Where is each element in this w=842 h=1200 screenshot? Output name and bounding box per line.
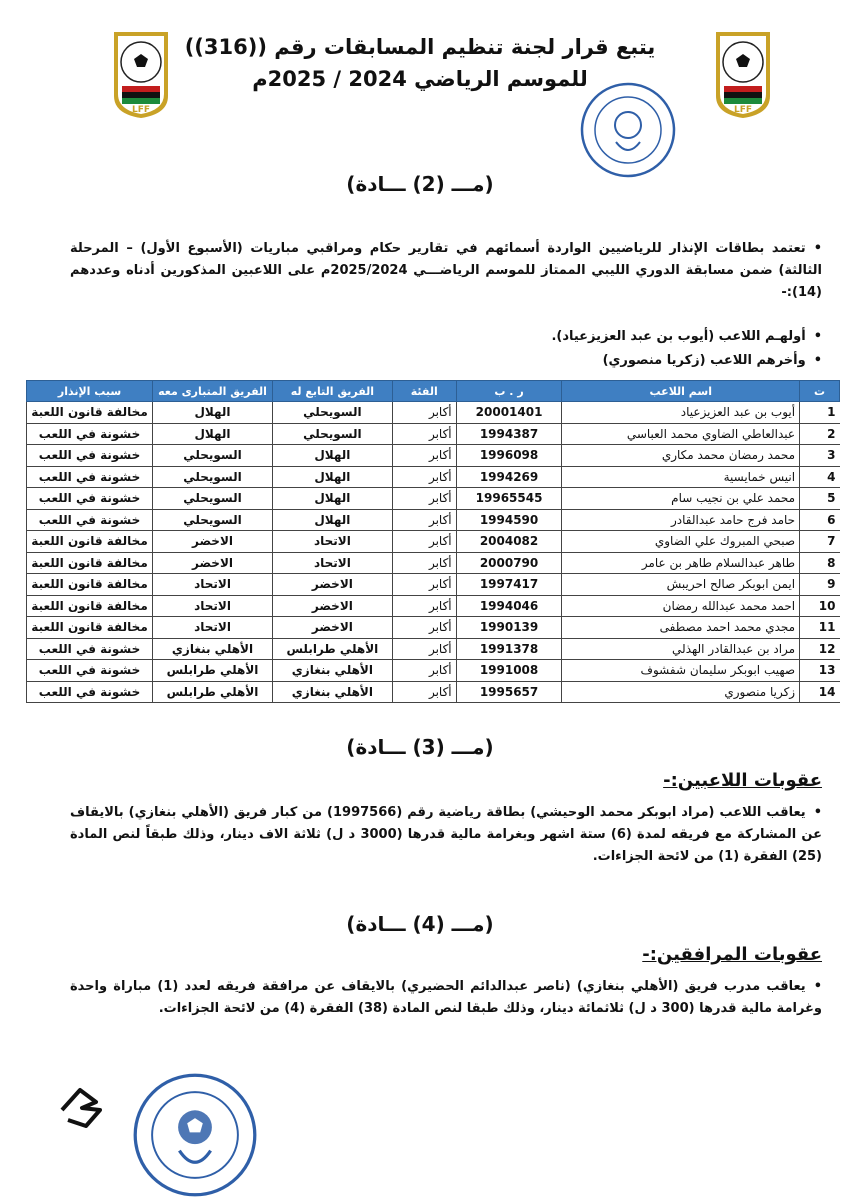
category: أكابر (392, 617, 456, 639)
player-name: محمد علي بن نجيب سام (562, 488, 800, 510)
player-name: حامد فرج حامد عبدالقادر (562, 509, 800, 531)
logo-text-left: LFF (131, 105, 151, 115)
license-number: 1994590 (456, 509, 562, 531)
caution-reason: خشونة في اللعب (27, 423, 153, 445)
row-index: 12 (800, 638, 840, 660)
opponent: الأهلي بنغازي (153, 638, 273, 660)
category: أكابر (392, 423, 456, 445)
category: أكابر (392, 595, 456, 617)
table-row (27, 617, 840, 639)
table-row (27, 488, 840, 510)
lff-logo-right (710, 28, 776, 120)
first-player-line: • أولهـم اللاعب (أيوب بن عبد العزيزعياد). (400, 326, 822, 348)
license-number: 1991378 (456, 638, 562, 660)
row-index: 6 (800, 509, 840, 531)
team: الهلال (272, 445, 392, 467)
caution-reason: مخالفة قانون اللعبة (27, 531, 153, 553)
team: الأهلي بنغازي (272, 681, 392, 703)
last-player-line: • وأخرهم اللاعب (زكريا منصوري) (400, 350, 822, 372)
document-title-line1: يتبع قرار لجنة تنظيم المسابقات رقم ((316)) (184, 35, 656, 59)
table-row (27, 681, 840, 703)
player-name: محمد رمضان محمد مكاري (562, 445, 800, 467)
table-row (27, 531, 840, 553)
team: الاخضر (272, 595, 392, 617)
table-row (27, 552, 840, 574)
row-index: 11 (800, 617, 840, 639)
opponent: السويحلي (153, 509, 273, 531)
category: أكابر (392, 488, 456, 510)
player-name: زكريا منصوري (562, 681, 800, 703)
caution-reason: مخالفة قانون اللعبة (27, 574, 153, 596)
opponent: السويحلي (153, 466, 273, 488)
document-title-line2: للموسم الرياضي 2024 / 2025م (252, 67, 588, 91)
category: أكابر (392, 681, 456, 703)
officials-penalties-heading: عقوبات المرافقين:- (642, 944, 822, 965)
caution-reason: خشونة في اللعب (27, 445, 153, 467)
cautions-table (26, 380, 840, 703)
col-header-category: الفئة (392, 381, 456, 402)
team: الأهلي بنغازي (272, 660, 392, 682)
category: أكابر (392, 402, 456, 424)
table-row (27, 638, 840, 660)
caution-reason: خشونة في اللعب (27, 488, 153, 510)
col-header-reason: سبب الإنذار (27, 381, 153, 402)
row-index: 3 (800, 445, 840, 467)
table-row (27, 445, 840, 467)
opponent: الاخضر (153, 531, 273, 553)
table-row (27, 574, 840, 596)
team: الاخضر (272, 617, 392, 639)
team: الاتحاد (272, 531, 392, 553)
article-4-heading: (مـــ (4) ـــادة) (346, 912, 494, 936)
category: أكابر (392, 531, 456, 553)
caution-reason: خشونة في اللعب (27, 638, 153, 660)
category: أكابر (392, 574, 456, 596)
player-name: احمد محمد عبدالله رمضان (562, 595, 800, 617)
opponent: الاخضر (153, 552, 273, 574)
article-2-intro: • تعتمد بطاقات الإنذار للرياضيين الواردة أسمائهم في تقارير حكام ومراقبي مباريات (الأسبوع الأول) – المرحلة الثالثة) ضمن مسابقة الدوري الليبي الممتاز للموسم الرياضـــي 2025/2024م على اللاعبين المذكورين أدناه وعددهم (14):- (70, 238, 822, 304)
opponent: الاتحاد (153, 574, 273, 596)
opponent: السويحلي (153, 488, 273, 510)
logo-text-right: LFF (733, 105, 753, 115)
license-number: 1991008 (456, 660, 562, 682)
signature-mark (56, 1080, 112, 1136)
article-2-heading: (مـــ (2) ـــادة) (346, 172, 494, 196)
license-number: 1990139 (456, 617, 562, 639)
opponent: الهلال (153, 423, 273, 445)
player-name: صبحي المبروك علي الضاوي (562, 531, 800, 553)
federation-seal-top (578, 80, 678, 180)
table-row (27, 595, 840, 617)
col-header-team: الفريق التابع له (272, 381, 392, 402)
row-index: 10 (800, 595, 840, 617)
row-index: 2 (800, 423, 840, 445)
player-name: ايمن ابوبكر صالح احريبش (562, 574, 800, 596)
team: الأهلي طرابلس (272, 638, 392, 660)
table-row (27, 509, 840, 531)
row-index: 4 (800, 466, 840, 488)
row-index: 5 (800, 488, 840, 510)
license-number: 1994046 (456, 595, 562, 617)
opponent: الأهلي طرابلس (153, 660, 273, 682)
license-number: 1994387 (456, 423, 562, 445)
opponent: الاتحاد (153, 617, 273, 639)
row-index: 1 (800, 402, 840, 424)
col-header-opponent: الفريق المتبارى معه (153, 381, 273, 402)
team: الاخضر (272, 574, 392, 596)
caution-reason: مخالفة قانون اللعبة (27, 552, 153, 574)
caution-reason: خشونة في اللعب (27, 466, 153, 488)
opponent: السويحلي (153, 445, 273, 467)
row-index: 7 (800, 531, 840, 553)
col-header-index: ت (800, 381, 840, 402)
federation-seal-bottom (130, 1070, 260, 1200)
license-number: 1995657 (456, 681, 562, 703)
category: أكابر (392, 638, 456, 660)
player-name: عبدالعاطي الضاوي محمد العباسي (562, 423, 800, 445)
player-name: انيس خمايسية (562, 466, 800, 488)
player-name: أيوب بن عبد العزيزعياد (562, 402, 800, 424)
caution-reason: خشونة في اللعب (27, 681, 153, 703)
caution-reason: مخالفة قانون اللعبة (27, 402, 153, 424)
license-number: 1997417 (456, 574, 562, 596)
license-number: 20001401 (456, 402, 562, 424)
category: أكابر (392, 552, 456, 574)
table-row (27, 423, 840, 445)
opponent: الهلال (153, 402, 273, 424)
caution-reason: مخالفة قانون اللعبة (27, 595, 153, 617)
team: السويحلي (272, 402, 392, 424)
table-header-row (27, 381, 840, 402)
license-number: 2000790 (456, 552, 562, 574)
category: أكابر (392, 660, 456, 682)
license-number: 1996098 (456, 445, 562, 467)
opponent: الاتحاد (153, 595, 273, 617)
table-row (27, 660, 840, 682)
license-number: 1994269 (456, 466, 562, 488)
row-index: 13 (800, 660, 840, 682)
category: أكابر (392, 509, 456, 531)
team: الهلال (272, 488, 392, 510)
article-4-text: • يعاقب مدرب فريق (الأهلي بنغازي) (ناصر عبدالدائم الحضيري) بالايقاف عن مرافقة فريقه لعدد (1) مباراة واحدة وغرامة مالية قدرها (300 د ل) ثلاثمائة دينار، وذلك طبقا لنص المادة (38) الفقرة (4) من لائحة الجزاءات. (70, 976, 822, 1020)
players-penalties-heading: عقوبات اللاعبين:- (663, 770, 822, 791)
player-name: مراد بن عبدالقادر الهذلي (562, 638, 800, 660)
category: أكابر (392, 445, 456, 467)
table-row (27, 402, 840, 424)
caution-reason: خشونة في اللعب (27, 660, 153, 682)
row-index: 9 (800, 574, 840, 596)
player-name: طاهر عبدالسلام طاهر بن عامر (562, 552, 800, 574)
row-index: 8 (800, 552, 840, 574)
table-row (27, 466, 840, 488)
caution-reason: خشونة في اللعب (27, 509, 153, 531)
license-number: 2004082 (456, 531, 562, 553)
player-name: مجدي محمد احمد مصطفى (562, 617, 800, 639)
col-header-license: ر . ب (456, 381, 562, 402)
opponent: الأهلي طرابلس (153, 681, 273, 703)
article-3-heading: (مـــ (3) ـــادة) (346, 735, 494, 759)
team: الهلال (272, 466, 392, 488)
category: أكابر (392, 466, 456, 488)
team: الاتحاد (272, 552, 392, 574)
caution-reason: مخالفة قانون اللعبة (27, 617, 153, 639)
article-3-text: • يعاقب اللاعب (مراد ابوبكر محمد الوحيشي) بطاقة رياضية رقم (1997566) من كبار فريق (الأهلي بنغازي) بالايقاف عن المشاركة مع فريقه لمدة (6) ستة اشهر وبغرامة مالية قدرها (3000 د ل) ثلاثة الاف دينار، وذلك طبقاً لنص المادة (25) الفقرة (1) من لائحة الجزاءات. (70, 802, 822, 868)
license-number: 19965545 (456, 488, 562, 510)
player-name: صهيب ابوبكر سليمان شفشوف (562, 660, 800, 682)
col-header-player: اسم اللاعب (562, 381, 800, 402)
team: السويحلي (272, 423, 392, 445)
row-index: 14 (800, 681, 840, 703)
team: الهلال (272, 509, 392, 531)
